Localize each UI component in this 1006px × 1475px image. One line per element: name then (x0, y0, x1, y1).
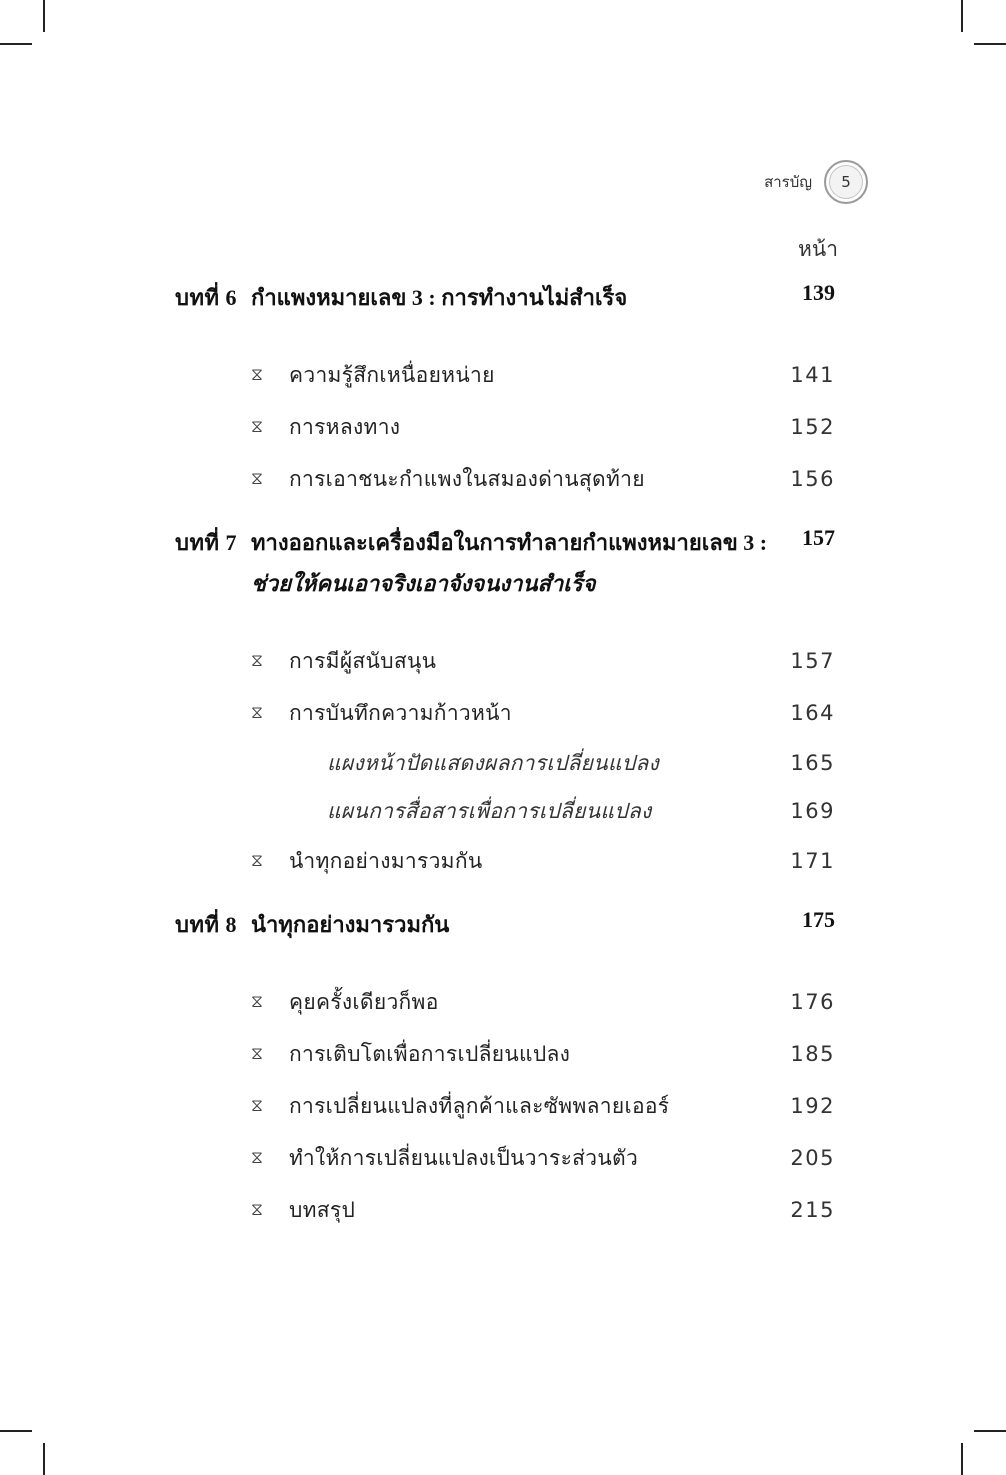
entry-label: การมีผู้สนับสนุน (289, 648, 437, 673)
entry-page: 215 (790, 1198, 835, 1222)
chapter-title (251, 525, 775, 601)
crop-mark-bottom-left-v (43, 1443, 45, 1475)
chapter-title-line: นำทุกอย่างมารวมกัน (251, 912, 450, 937)
entry-page: 185 (790, 1042, 835, 1066)
crop-mark-bottom-right-h (974, 1430, 1006, 1432)
table-of-contents (175, 280, 835, 1236)
toc-entry (175, 453, 835, 505)
running-title: สารบัญ (764, 173, 812, 191)
entry-label: คุยครั้งเดียวก็พอ (289, 989, 439, 1014)
entry-label: การบันทึกความก้าวหน้า (289, 700, 512, 725)
hourglass-icon: ⧖ (251, 992, 263, 1012)
subentry-page: 169 (790, 799, 835, 823)
entry-label: นำทุกอย่างมารวมกัน (289, 848, 483, 873)
entry-page: 171 (790, 849, 835, 873)
entry-page: 156 (790, 467, 835, 491)
hourglass-icon: ⧖ (251, 365, 263, 385)
chapter-page: 157 (802, 525, 835, 550)
chapter-number: บทที่ 7 (175, 530, 237, 555)
toc-entry (175, 1080, 835, 1132)
entry-label: การหลงทาง (289, 414, 401, 439)
entry-label: บทสรุป (289, 1197, 356, 1222)
crop-mark-top-left-v (43, 0, 45, 32)
chapter-heading (175, 525, 835, 601)
toc-subentry (175, 787, 835, 835)
toc-subentry (175, 739, 835, 787)
hourglass-icon: ⧖ (251, 469, 263, 489)
crop-mark-top-right-h (974, 43, 1006, 45)
entry-page: 176 (790, 990, 835, 1014)
entry-page: 157 (790, 649, 835, 673)
entry-label: ความรู้สึกเหนื่อยหน่าย (289, 362, 495, 387)
chapter-heading (175, 907, 835, 942)
hourglass-icon: ⧖ (251, 703, 263, 723)
entry-page: 192 (790, 1094, 835, 1118)
hourglass-icon: ⧖ (251, 1096, 263, 1116)
chapter-subtitle-line: ช่วยให้คนเอาจริงเอาจังจนงานสำเร็จ (251, 571, 596, 596)
subentry-page: 165 (790, 751, 835, 775)
subentry-label: แผนการสื่อสารเพื่อการเปลี่ยนแปลง (327, 798, 652, 823)
chapter-page: 175 (802, 907, 835, 932)
toc-entry (175, 1132, 835, 1184)
hourglass-icon: ⧖ (251, 1148, 263, 1168)
subentry-label: แผงหน้าปัดแสดงผลการเปลี่ยนแปลง (327, 750, 660, 775)
chapter-heading (175, 280, 835, 315)
entry-page: 152 (790, 415, 835, 439)
chapter-title-line: กำแพงหมายเลข 3 : การทำงานไม่สำเร็จ (251, 285, 628, 310)
entry-label: ทำให้การเปลี่ยนแปลงเป็นวาระส่วนตัว (289, 1145, 639, 1170)
page-column-label: หน้า (798, 237, 838, 261)
toc-entry (175, 401, 835, 453)
toc-entry (175, 1028, 835, 1080)
hourglass-icon: ⧖ (251, 417, 263, 437)
chapter-number: บทที่ 6 (175, 285, 237, 310)
hourglass-icon: ⧖ (251, 651, 263, 671)
chapter-page: 139 (802, 280, 835, 305)
chapter-title-line: ทางออกและเครื่องมือในการทำลายกำแพงหมายเลข 3 : (251, 530, 768, 555)
entry-page: 141 (790, 363, 835, 387)
page-number-badge: 5 (824, 160, 868, 204)
crop-mark-bottom-right-v (961, 1443, 963, 1475)
entry-label: การเปลี่ยนแปลงที่ลูกค้าและซัพพลายเออร์ (289, 1093, 670, 1118)
entry-page: 164 (790, 701, 835, 725)
chapter-title (251, 907, 775, 942)
entry-label: การเติบโตเพื่อการเปลี่ยนแปลง (289, 1041, 571, 1066)
hourglass-icon: ⧖ (251, 1200, 263, 1220)
toc-entry (175, 635, 835, 687)
hourglass-icon: ⧖ (251, 851, 263, 871)
crop-mark-top-right-v (961, 0, 963, 32)
entry-label: การเอาชนะกำแพงในสมองด่านสุดท้าย (289, 466, 645, 491)
toc-entry (175, 835, 835, 887)
toc-entry (175, 976, 835, 1028)
hourglass-icon: ⧖ (251, 1044, 263, 1064)
chapter-title (251, 280, 775, 315)
toc-entry (175, 1184, 835, 1236)
toc-entry (175, 349, 835, 401)
entry-page: 205 (790, 1146, 835, 1170)
crop-mark-top-left-h (0, 43, 32, 45)
running-header (764, 160, 868, 204)
toc-entry (175, 687, 835, 739)
chapter-number: บทที่ 8 (175, 912, 237, 937)
crop-mark-bottom-left-h (0, 1430, 32, 1432)
